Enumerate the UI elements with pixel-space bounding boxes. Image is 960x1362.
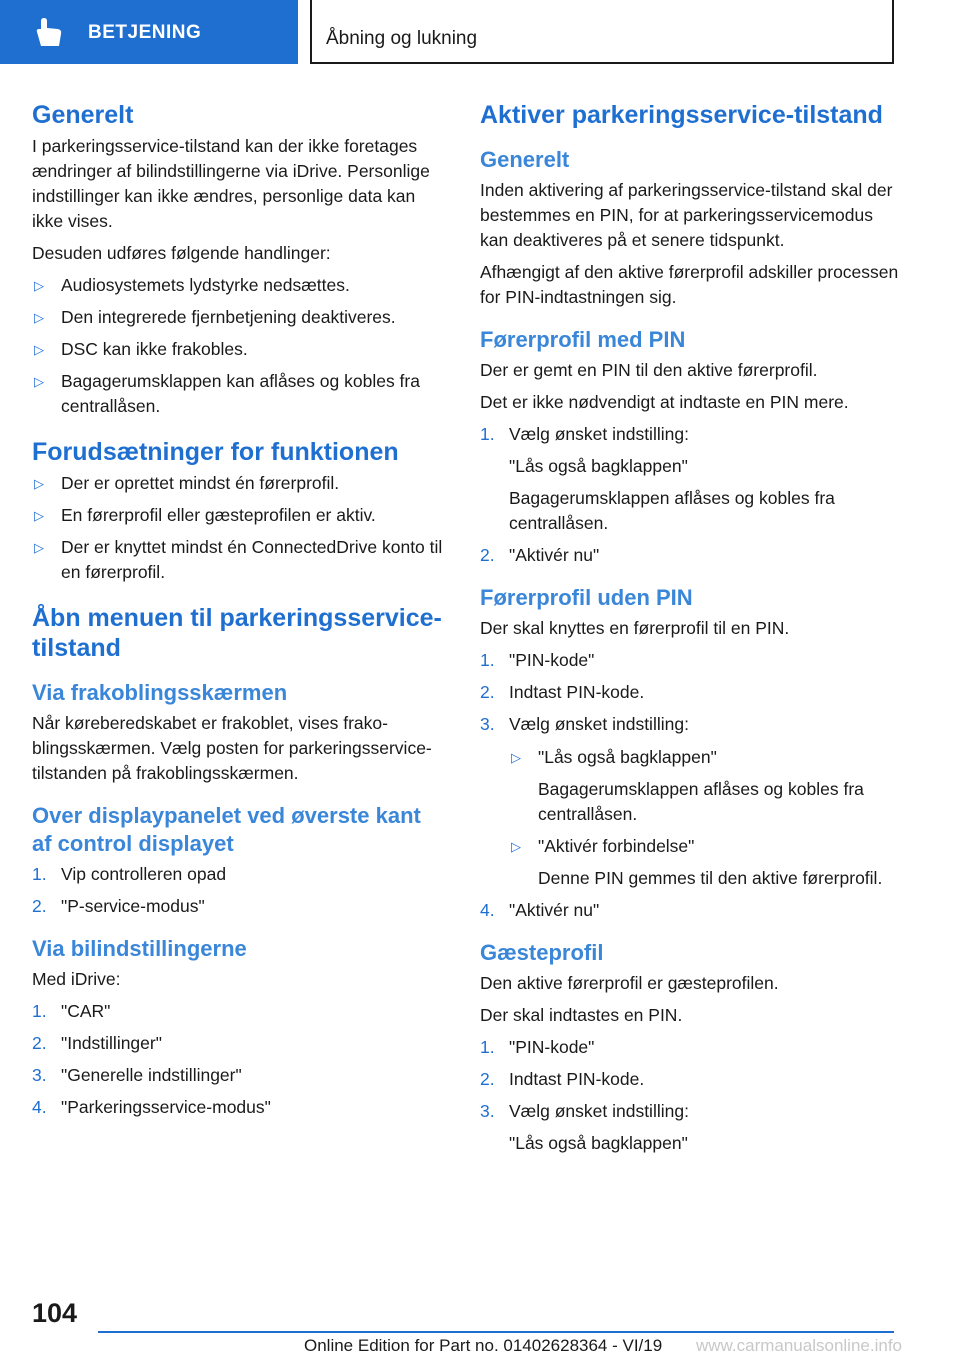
watermark: www.carmanualsonline.info: [696, 1336, 902, 1355]
triangle-bullet-icon: ▷: [34, 374, 44, 389]
heading-displaypanel: Over displaypanelet ved øverste kant af control displayet: [32, 803, 421, 856]
page-number: 104: [32, 1298, 78, 1328]
heading-gaesteprofil: Gæsteprofil: [480, 940, 604, 965]
section-tab: [0, 0, 298, 64]
bullet-list: [32, 273, 444, 419]
heading-frakobling: Via frakoblingsskærmen: [32, 680, 288, 705]
paragraph: Desuden udføres følgende handlinger:: [32, 243, 331, 263]
list-item: 2. "Aktivér nu": [480, 545, 600, 565]
list-item: 2. "Indstillinger": [32, 1033, 162, 1053]
list-item: 3. Vælg ønsket indstilling: ▷ "Lås også bagklappen" Bagagerumsklappen aflåses og kobles fra centrallåsen. ▷ "Aktivér forbindelse" Denne PIN gemmes til den aktive førerprofil.: [480, 712, 900, 891]
heading-forudsaetninger: Forudsætninger for funktionen: [32, 438, 399, 466]
breadcrumb: Åbning og lukning: [326, 28, 478, 49]
list-item: 4. "Aktivér nu": [480, 900, 600, 920]
numbered-list: [32, 862, 444, 919]
edition-text: Online Edition for Part no. 01402628364 - VI/19: [304, 1336, 663, 1355]
list-item: ▷ "Aktivér forbindelse" Denne PIN gemmes til den aktive førerprofil.: [511, 836, 883, 888]
bullet-list: [32, 471, 444, 585]
triangle-bullet-icon: ▷: [34, 342, 44, 357]
triangle-bullet-icon: ▷: [34, 540, 44, 555]
triangle-bullet-icon: ▷: [511, 750, 521, 765]
numbered-list: [480, 648, 900, 923]
hand-pointer-icon: [32, 18, 66, 48]
list-item: 2. Indtast PIN-kode.: [480, 682, 645, 702]
paragraph: I parkeringsservice-tilstand kan der ikke foretages ændringer af bilindstillingerne via iDrive. Personlige indstillinger kan ikke ændres, personlige data kan ikke vises.: [32, 136, 430, 231]
paragraph: Afhængigt af den aktive førerprofil adskiller processen for PIN-indtastningen sig.: [480, 262, 899, 307]
paragraph: Der skal indtastes en PIN.: [480, 1005, 683, 1025]
paragraph: Der er gemt en PIN til den aktive førerprofil.: [480, 360, 818, 380]
numbered-list: [480, 422, 900, 568]
list-item: 1. Vælg ønsket indstilling: "Lås også bagklappen" Bagagerumsklappen aflåses og kobles fra centrallåsen.: [480, 424, 835, 533]
list-item: 3. Vælg ønsket indstilling: "Lås også bagklappen": [480, 1101, 689, 1153]
list-item: 1. "CAR": [32, 1001, 111, 1021]
numbered-list: [32, 999, 444, 1120]
triangle-bullet-icon: ▷: [511, 839, 521, 854]
list-item: ▷ DSC kan ikke frakobles.: [32, 337, 444, 362]
list-item: ▷ Bagagerumsklappen kan aflåses og kobles fra centrallåsen.: [34, 371, 420, 416]
triangle-bullet-icon: ▷: [34, 310, 44, 325]
bullet-list: [509, 745, 900, 891]
section-label: BETJENING: [88, 22, 202, 43]
list-item: ▷ "Lås også bagklappen" Bagagerumsklappen aflåses og kobles fra centrallåsen.: [511, 747, 864, 824]
left-column: [32, 100, 444, 1127]
numbered-list: [480, 1035, 900, 1156]
list-item: 2. Indtast PIN-kode.: [480, 1069, 645, 1089]
list-item: ▷ En førerprofil eller gæsteprofilen er aktiv.: [32, 503, 444, 528]
heading-uden-pin: Førerprofil uden PIN: [480, 585, 693, 610]
paragraph: Når køreberedskabet er frakoblet, vises frakoblingsskærmen. Vælg posten for parkeringsservice-tilstanden på frakoblingsskærmen.: [32, 713, 432, 783]
paragraph: Det er ikke nødvendigt at indtaste en PIN mere.: [480, 392, 849, 412]
list-item: 3. "Generelle indstillinger": [32, 1065, 242, 1085]
list-item: 1. Vip controlleren opad: [32, 864, 227, 884]
list-item: ▷ Der er knyttet mindst én ConnectedDrive konto til en førerprofil.: [34, 537, 443, 582]
heading-aabn-menuen: Åbn menuen til parkeringsservice-tilstand: [32, 604, 442, 662]
list-item: ▷ Audiosystemets lydstyrke nedsættes.: [32, 273, 444, 298]
paragraph: Med iDrive:: [32, 969, 121, 989]
header-bar: [310, 0, 894, 64]
list-item: ▷ Den integrerede fjernbetjening deaktiveres.: [32, 305, 444, 330]
triangle-bullet-icon: ▷: [34, 508, 44, 523]
heading-generelt: Generelt: [480, 147, 570, 172]
heading-aktiver: Aktiver parkeringsservice-tilstand: [480, 101, 883, 129]
right-column: [480, 100, 900, 1163]
list-item: 1. "PIN-kode": [480, 650, 595, 670]
heading-generelt: Generelt: [32, 101, 134, 129]
triangle-bullet-icon: ▷: [34, 278, 44, 293]
list-item: 4. "Parkeringsservice-modus": [32, 1097, 271, 1117]
footer-divider: [98, 1331, 894, 1333]
heading-bilindstillinger: Via bilindstillingerne: [32, 936, 247, 961]
paragraph: Der skal knyttes en førerprofil til en PIN.: [480, 618, 790, 638]
heading-med-pin: Førerprofil med PIN: [480, 327, 686, 352]
paragraph: Den aktive førerprofil er gæsteprofilen.: [480, 973, 779, 993]
list-item: 2. "P-service-modus": [32, 896, 205, 916]
list-item: ▷ Der er oprettet mindst én førerprofil.: [32, 471, 444, 496]
list-item: 1. "PIN-kode": [480, 1037, 595, 1057]
triangle-bullet-icon: ▷: [34, 476, 44, 491]
paragraph: Inden aktivering af parkeringsservice-tilstand skal der bestemmes en PIN, for at parkeringsservicemodus kan deaktiveres på et senere tidspunkt.: [480, 180, 893, 250]
